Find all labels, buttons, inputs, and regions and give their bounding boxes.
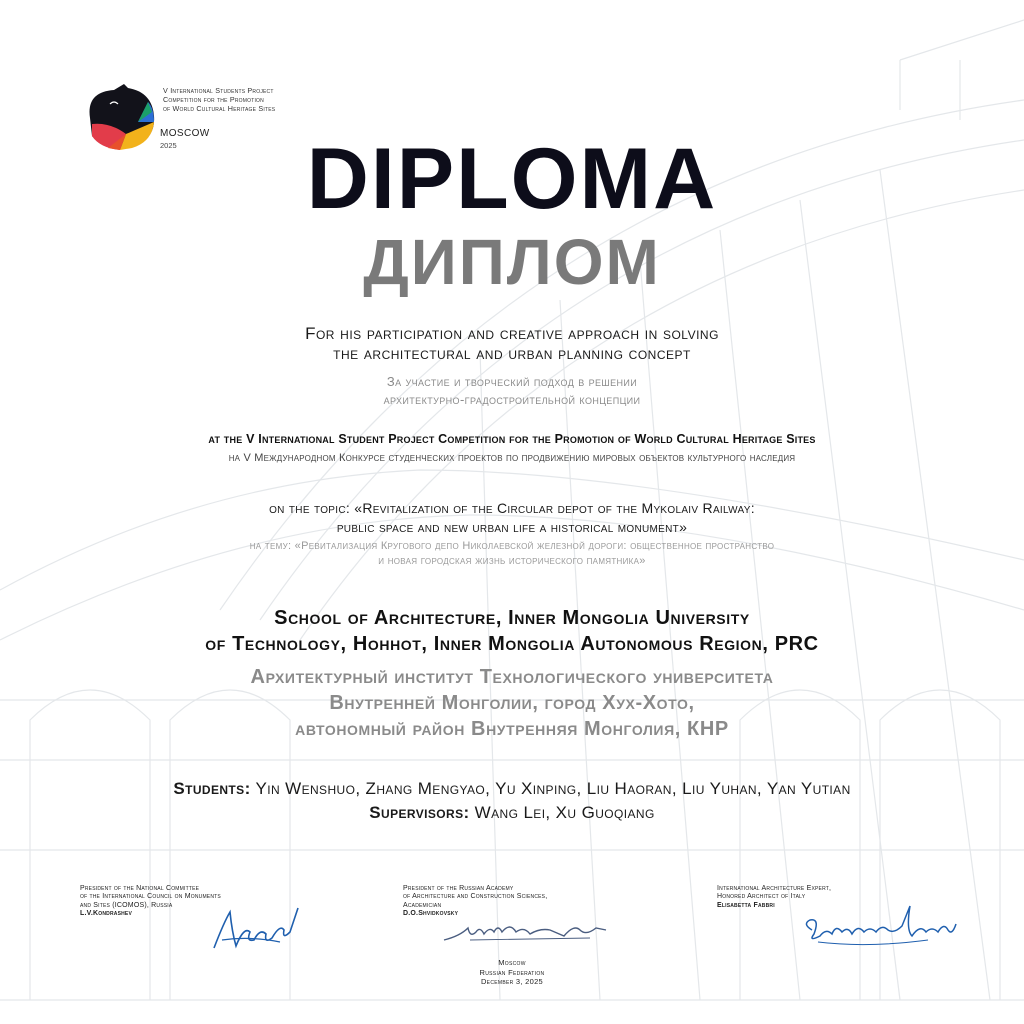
logo-year: 2025 xyxy=(160,141,177,150)
students-line xyxy=(0,779,1024,799)
school-en-line: of Technology, Hohhot, Inner Mongolia Autonomous Region, PRC xyxy=(205,633,819,655)
signatory-title-line: of Architecture and Construction Sciences, xyxy=(403,893,548,901)
students-label: Students: xyxy=(173,779,251,798)
school-en xyxy=(0,605,1024,657)
signatory-title-line: Academician xyxy=(403,901,442,909)
school-ru-line: Внутренней Монголии, город Хух-Хото, xyxy=(329,692,695,714)
signatory-name: D.O.Shvidkovsky xyxy=(403,910,459,918)
signatory-title-line: President of the Russian Academy xyxy=(403,885,514,892)
logo-caption-line: Competition for the Promotion xyxy=(163,95,264,104)
signatory-title-line: and Sites (ICOMOS), Russia xyxy=(80,901,173,909)
date-line: December 3, 2025 xyxy=(480,977,544,986)
signature-fabbri xyxy=(798,900,960,952)
place-line: Russian Federation xyxy=(479,967,545,977)
lead-ru xyxy=(0,373,1024,409)
title-diploma-ru: ДИПЛОМ xyxy=(363,226,661,298)
students-names: Yin Wenshuo, Zhang Mengyao, Yu Xinping, Liu Haoran, Liu Yuhan, Yan Yutian xyxy=(255,779,851,798)
school-ru-line: автономный район Внутренняя Монголия, КНР xyxy=(295,718,729,740)
signatory-2 xyxy=(403,885,603,919)
competition-ru: на V Международном Конкурсе студенческих проектов по продвижению мировых объектов культурного наследия xyxy=(228,452,796,464)
place-and-date xyxy=(0,958,1024,987)
signature-kondrashev xyxy=(210,902,302,954)
supervisors-label: Supervisors: xyxy=(369,803,470,822)
signature-shvidkovsky xyxy=(440,918,610,944)
signatory-title-line: of the International Council on Monuments xyxy=(80,893,221,901)
supervisors-line xyxy=(0,803,1024,823)
competition-en: at the V International Student Project Competition for the Promotion of World Cultural Heritage Sites xyxy=(208,432,816,446)
signatory-name: Elisabetta Fabbri xyxy=(717,901,775,909)
topic-ru-line: и новая городская жизнь исторического памятника» xyxy=(378,555,646,567)
lead-ru-line: архитектурно-градостроительной концепции xyxy=(383,392,641,407)
lead-ru-line: За участие и творческий подход в решении xyxy=(386,374,638,389)
signatory-name: L.V.Kondrashev xyxy=(80,910,132,918)
topic-ru-line: на тему: «Ревитализация Кругового депо Николаевской железной дороги: общественное пространство xyxy=(249,540,775,552)
school-ru xyxy=(0,664,1024,742)
topic-en xyxy=(0,499,1024,537)
logo-caption xyxy=(163,86,275,113)
logo-caption-line: of World Cultural Heritage Sites xyxy=(163,104,276,113)
topic-ru xyxy=(0,539,1024,569)
place-line: Moscow xyxy=(498,958,526,967)
title-diploma-en: DIPLOMA xyxy=(306,131,718,227)
topic-en-line: on the topic: «Revitalization of the Circular depot of the Mykolaiv Railway: xyxy=(269,500,755,516)
school-ru-line: Архитектурный институт Технологического университета xyxy=(250,666,774,688)
topic-en-line: public space and new urban life a historical monument» xyxy=(336,519,688,535)
supervisors-names: Wang Lei, Xu Guoqiang xyxy=(474,803,655,822)
logo-city: MOSCOW xyxy=(160,128,210,139)
lead-en-line: For his participation and creative approach in solving xyxy=(305,324,719,343)
signatory-title-line: International Architecture Expert, xyxy=(717,885,832,892)
signatory-title-line: President of the National Committee xyxy=(80,885,200,892)
school-en-line: School of Architecture, Inner Mongolia University xyxy=(274,607,750,629)
lead-en xyxy=(0,324,1024,364)
lead-en-line: the architectural and urban planning concept xyxy=(333,344,691,363)
logo-caption-line: V International Students Project xyxy=(163,86,274,95)
signatory-title-line: Honored Architect of Italy xyxy=(717,893,806,901)
